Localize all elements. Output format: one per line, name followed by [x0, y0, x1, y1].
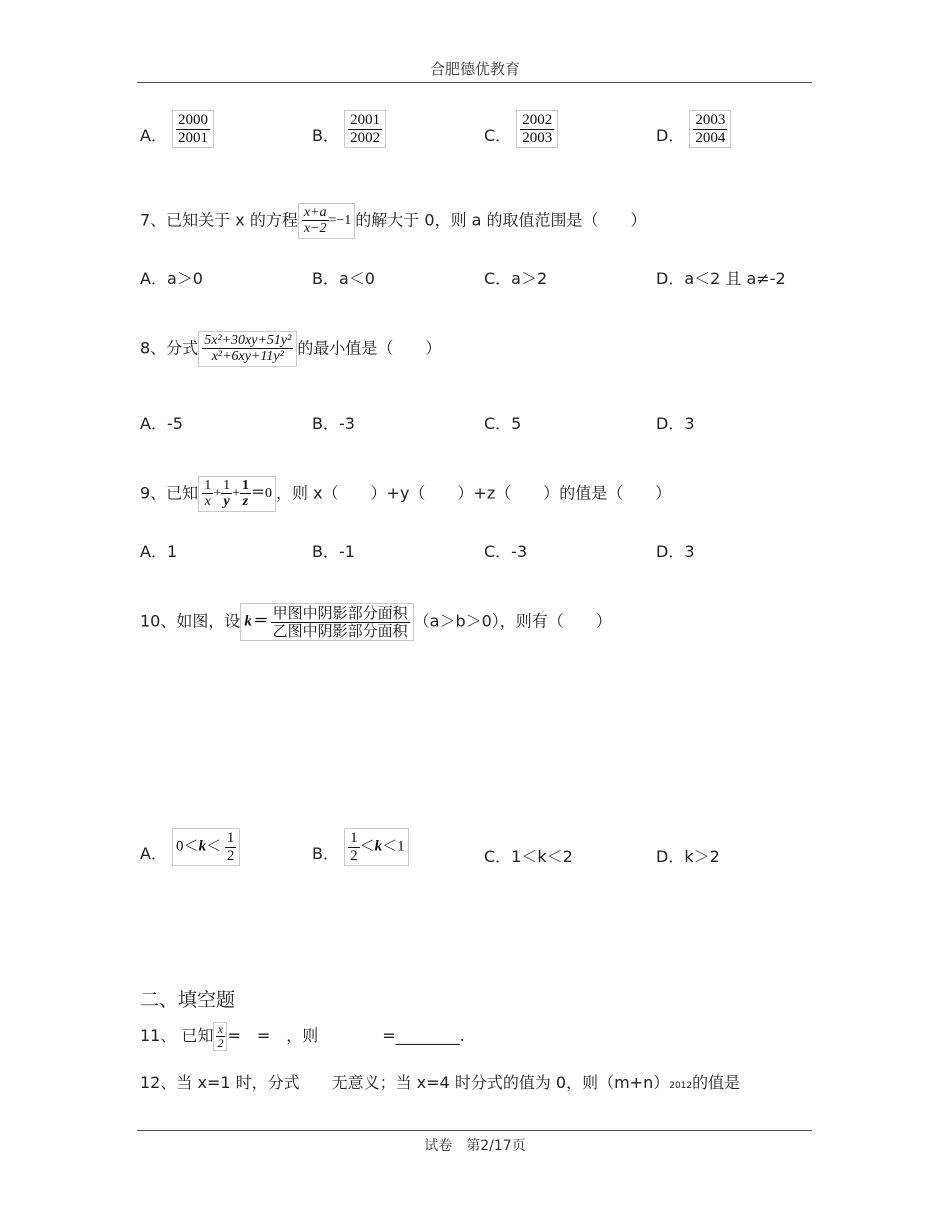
q7-option-a: A．a＞0 — [140, 269, 203, 288]
q9-option-a: A．1 — [140, 542, 178, 561]
q7-option-d: D．a＜2 且 a≠-2 — [656, 269, 786, 288]
q6-option-a: A． $\frac{2000}{2001}$ — [140, 110, 214, 148]
q10-option-d: D．k＞2 — [656, 847, 720, 866]
footer-rule — [137, 1130, 812, 1131]
question-9: 9、已知 $\frac{1}{x}$ + $\frac{1}{y}$ + $\frac{1}{z}$ ＝0 ，则 x（ ）+y（ ）+z（ ）的值是（ ） — [140, 476, 671, 512]
q10-option-a: A． 0＜k＜ $\frac{1}{2}$ — [140, 828, 240, 866]
q8-fraction: $\frac{\text{5x²+30xy+51y²}}{\text{x²+6xy+11y²}}$ — [198, 331, 297, 367]
q6-option-b: B． $\frac{2001}{2002}$ — [312, 110, 386, 148]
q10-k-definition: k＝ $\frac{\text{甲图中阴影部分面积}}{\text{乙图中阴影部分面积}}$ — [240, 603, 413, 641]
section-title: 二、填空题 — [140, 989, 236, 1011]
q6-option-c: C． $\frac{2002}{2003}$ — [484, 110, 558, 148]
q9-formula: $\frac{1}{x}$ + $\frac{1}{y}$ + $\frac{1}{z}$ ＝0 — [198, 476, 276, 512]
q7-option-b: B．a＜0 — [312, 269, 375, 288]
q8-option-d: D．3 — [656, 414, 695, 433]
q10-option-c: C．1＜k＜2 — [484, 847, 573, 866]
question-11: 11、 已知 $\frac{x}{2}$ = = ，则 =________. — [140, 1022, 465, 1051]
question-12: 12、当 x=1 时，分式 无意义；当 x=4 时分式的值为 0，则（m+n）2012的值是 — [140, 1073, 741, 1092]
q7-equation: $\frac{x+a}{x-2}$ =−1 — [298, 203, 355, 239]
q8-option-a: A．-5 — [140, 414, 183, 433]
q10-option-b: B． $\frac{1}{2}$ ＜k＜1 — [312, 828, 409, 866]
q9-option-d: D．3 — [656, 542, 695, 561]
q9-option-c: C．-3 — [484, 542, 528, 561]
q8-option-c: C．5 — [484, 414, 522, 433]
q7-option-c: C．a＞2 — [484, 269, 548, 288]
header-rule — [137, 82, 812, 83]
q6-option-d: D． $\frac{2003}{2004}$ — [656, 110, 731, 148]
question-10: 10、如图，设 k＝ $\frac{\text{甲图中阴影部分面积}}{\text{乙图中阴影部分面积}}$ （a＞b＞0），则有（ ） — [140, 604, 612, 640]
q11-fraction: $\frac{x}{2}$ — [213, 1022, 227, 1051]
question-8: 8、分式 $\frac{\text{5x²+30xy+51y²}}{\text{x²+6xy+11y²}}$ 的最小值是（ ） — [140, 331, 441, 367]
q9-option-b: B．-1 — [312, 542, 355, 561]
q8-option-b: B．-3 — [312, 414, 355, 433]
page-footer: 试卷 第2/17页 — [424, 1138, 526, 1154]
page-header: 合肥德优教育 — [429, 60, 520, 78]
question-7: 7、已知关于 x 的方程 $\frac{x+a}{x-2}$ =−1 的解大于 0，则 a 的取值范围是（ ） — [140, 203, 647, 239]
